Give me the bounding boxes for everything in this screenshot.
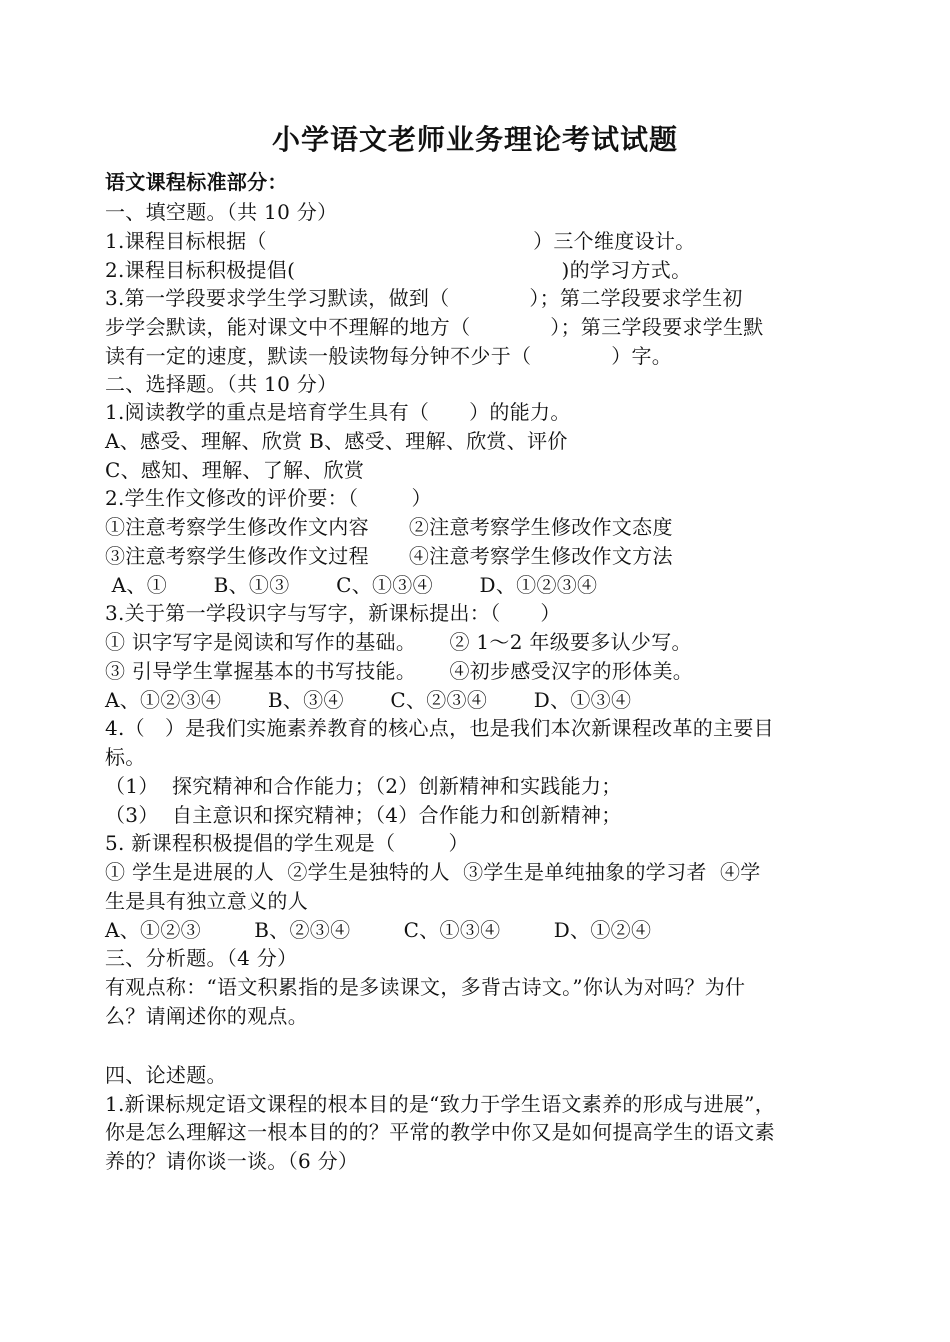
text-line: 一、填空题。（共 10 分） — [105, 200, 338, 224]
text-line: 1.阅读教学的重点是培育学生具有（ ）的能力。 — [105, 400, 571, 424]
text-line: A、感受、理解、欣赏 B、感受、理解、欣赏、评价 — [105, 429, 568, 453]
text-line: 读有一定的速度，默读一般读物每分钟不少于（ ）字。 — [105, 344, 673, 368]
text-line: ①注意考察学生修改作文内容 ②注意考察学生修改作文态度 — [105, 515, 673, 539]
text-line: （1） 探究精神和合作能力；（2）创新精神和实践能力； — [105, 774, 622, 798]
text-line: 么？请阐述你的观点。 — [105, 1004, 308, 1028]
text-line: 你是怎么理解这一根本目的的？平常的教学中你又是如何提高学生的语文素 — [105, 1120, 775, 1144]
text-line: 二、选择题。（共 10 分） — [105, 372, 338, 396]
page-title: 小学语文老师业务理论考试试题 — [271, 123, 678, 156]
text-line: ① 识字写字是阅读和写作的基础。 ② 1～2 年级要多认少写。 — [105, 630, 692, 654]
text-line: A、①②③ B、②③④ C、①③④ D、①②④ — [105, 918, 652, 942]
section-heading: 语文课程标准部分： — [105, 170, 288, 194]
text-line: 2.学生作文修改的评价要：（ ） — [105, 486, 432, 510]
text-line: 三、分析题。（4 分） — [105, 946, 298, 970]
text-line: 步学会默读，能对课文中不理解的地方（ ）；第三学段要求学生默 — [105, 315, 764, 339]
text-line: 3.第一学段要求学生学习默读，做到（ ）；第二学段要求学生初 — [105, 286, 743, 310]
text-line: 养的？请你谈一谈。（6 分） — [105, 1149, 359, 1173]
text-line: 四、论述题。 — [105, 1063, 227, 1087]
text-line: 生是具有独立意义的人 — [105, 889, 308, 913]
text-line: 4.（ ）是我们实施素养教育的核心点，也是我们本次新课程改革的主要目 — [105, 716, 774, 740]
text-line: 2.课程目标积极提倡( )的学习方式。 — [105, 258, 692, 282]
text-line: A、① B、①③ C、①③④ D、①②③④ — [105, 573, 598, 597]
text-line: 有观点称：“语文积累指的是多读课文，多背古诗文。”你认为对吗？为什 — [105, 975, 746, 999]
text-line: 3.关于第一学段识字与写字，新课标提出：（ ） — [105, 601, 561, 625]
text-line: （3） 自主意识和探究精神；（4）合作能力和创新精神； — [105, 803, 622, 827]
text-line: 5. 新课程积极提倡的学生观是（ ） — [105, 831, 469, 855]
text-line: ① 学生是进展的人 ②学生是独特的人 ③学生是单纯抽象的学习者 ④学 — [105, 860, 761, 884]
text-line: A、①②③④ B、③④ C、②③④ D、①③④ — [105, 688, 632, 712]
text-line: ③ 引导学生掌握基本的书写技能。 ④初步感受汉字的形体美。 — [105, 659, 694, 683]
text-line: C、感知、理解、了解、欣赏 — [105, 458, 365, 482]
text-line: 标。 — [105, 745, 146, 769]
text-line: ③注意考察学生修改作文过程 ④注意考察学生修改作文方法 — [105, 544, 673, 568]
text-line: 1.课程目标根据（ ）三个维度设计。 — [105, 229, 696, 253]
text-line: 1.新课标规定语文课程的根本目的是“致力于学生语文素养的形成与进展”， — [105, 1092, 776, 1116]
